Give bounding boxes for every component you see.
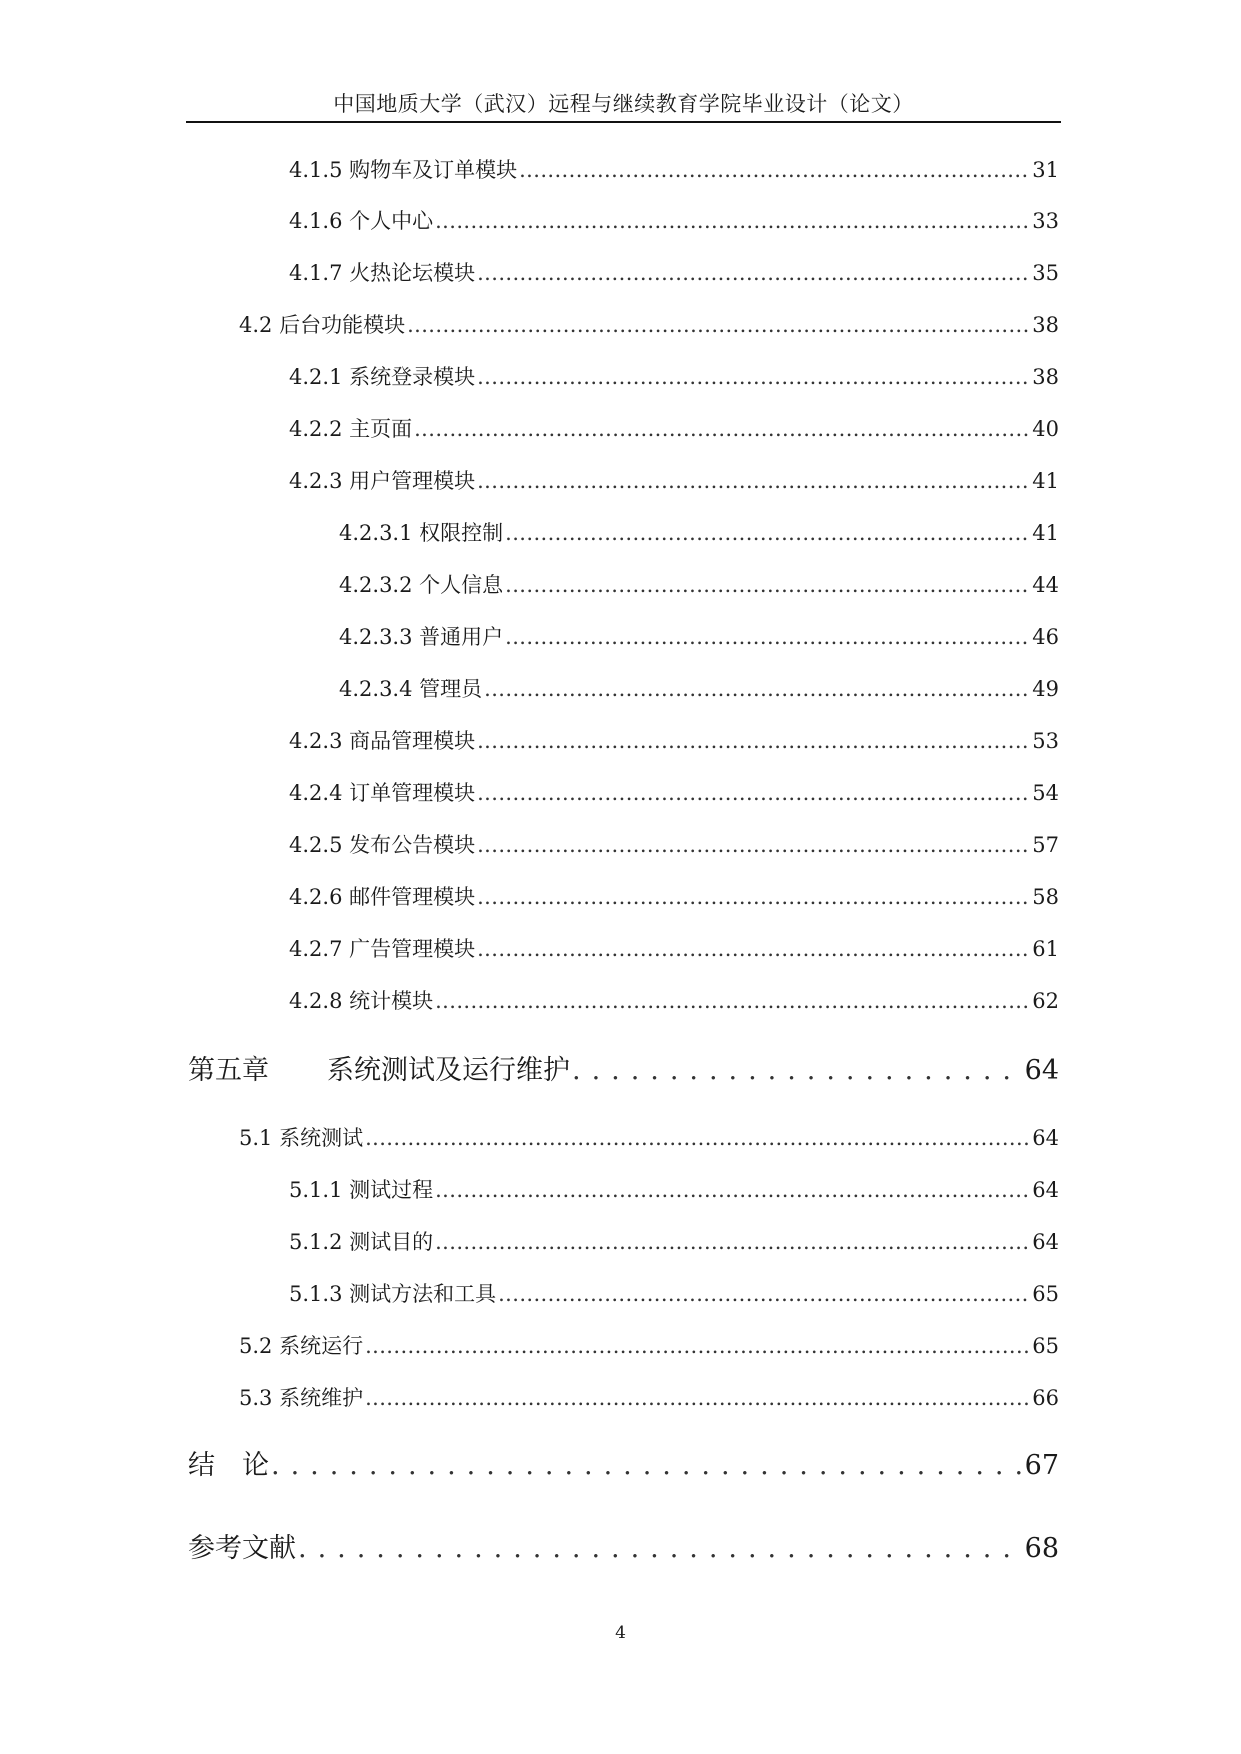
page-number: 4: [615, 1623, 626, 1643]
dot-leader: [519, 158, 1030, 182]
toc-entry[interactable]: [289, 465, 1059, 495]
toc-entry-label: 5.2 系统运行: [239, 1334, 364, 1358]
toc-entry[interactable]: [289, 257, 1059, 287]
toc-entry-label: 4.2.3.3 普通用户: [339, 625, 504, 649]
toc-entry-label: 4.2.3 用户管理模块: [289, 469, 476, 493]
toc-entry[interactable]: [289, 881, 1059, 911]
toc-entry-label: 4.2.2 主页面: [289, 417, 413, 441]
toc-entry-label: 4.1.5 购物车及订单模块: [289, 158, 518, 182]
toc-chapter-entry[interactable]: [188, 1048, 1059, 1087]
toc-entry-label: 4.2.8 统计模块: [289, 989, 434, 1013]
dot-leader: [477, 781, 1030, 805]
toc-entry[interactable]: [289, 1278, 1059, 1308]
dot-leader: [505, 573, 1030, 597]
toc-chapter-entry[interactable]: [188, 1526, 1059, 1565]
header-rule: [186, 121, 1061, 123]
toc-entry[interactable]: [239, 1382, 1059, 1412]
toc-entry[interactable]: [289, 205, 1059, 235]
toc-entry-page: 41: [1032, 469, 1059, 493]
toc-entry-page: 64: [1024, 1055, 1059, 1086]
toc-entry-page: 40: [1032, 417, 1059, 441]
toc-entry-label: 参考文献: [188, 1533, 296, 1564]
toc-entry-label: 4.2.3.4 管理员: [339, 677, 483, 701]
toc-entry[interactable]: [339, 673, 1059, 703]
chapter-number: 第五章: [188, 1055, 269, 1086]
toc-entry-page: 66: [1032, 1386, 1059, 1410]
toc-entry-page: 49: [1032, 677, 1059, 701]
toc-entry-label: [188, 1048, 570, 1087]
dot-leader: [435, 209, 1030, 233]
toc-entry-page: 53: [1032, 729, 1059, 753]
toc-entry[interactable]: [289, 829, 1059, 859]
dot-leader: [505, 521, 1030, 545]
toc-entry-page: 35: [1032, 261, 1059, 285]
dot-leader: [477, 833, 1030, 857]
toc-entry-page: 65: [1032, 1282, 1059, 1306]
toc-entry-page: 46: [1032, 625, 1059, 649]
toc-entry-label: 4.2.7 广告管理模块: [289, 937, 476, 961]
dot-leader: [477, 469, 1030, 493]
toc-entry-page: 65: [1032, 1334, 1059, 1358]
toc-entry-label: 4.2.3.1 权限控制: [339, 521, 504, 545]
toc-entry-label: 5.1.1 测试过程: [289, 1178, 434, 1202]
toc-entry[interactable]: [239, 1122, 1059, 1152]
dot-leader: [484, 677, 1030, 701]
chapter-title: 系统测试及运行维护: [327, 1055, 570, 1086]
toc-entry[interactable]: [289, 1226, 1059, 1256]
toc-entry[interactable]: [289, 1174, 1059, 1204]
toc-entry[interactable]: [239, 1330, 1059, 1360]
toc-entry-label: 4.2.3 商品管理模块: [289, 729, 476, 753]
toc-entry-label: 4.2.5 发布公告模块: [289, 833, 476, 857]
toc-entry-page: 41: [1032, 521, 1059, 545]
toc-entry-page: 64: [1032, 1230, 1059, 1254]
dot-leader: [435, 989, 1030, 1013]
toc-entry-page: 54: [1032, 781, 1059, 805]
toc-entry-page: 31: [1032, 158, 1059, 182]
toc-entry[interactable]: [289, 154, 1059, 184]
toc-entry-label: 4.2.3.2 个人信息: [339, 573, 504, 597]
toc-entry-page: 38: [1032, 313, 1059, 337]
toc-entry[interactable]: [289, 985, 1059, 1015]
toc-entry[interactable]: [339, 517, 1059, 547]
dot-leader: [435, 1178, 1030, 1202]
toc-entry-label: 4.2.6 邮件管理模块: [289, 885, 476, 909]
toc-entry-page: 67: [1024, 1450, 1059, 1481]
dot-leader: [298, 1533, 1023, 1564]
toc-entry[interactable]: [339, 569, 1059, 599]
toc-entry-page: 68: [1024, 1533, 1059, 1564]
dot-leader: [365, 1334, 1030, 1358]
dot-leader: [505, 625, 1030, 649]
toc-chapter-entry[interactable]: [188, 1443, 1059, 1482]
toc-entry[interactable]: [289, 725, 1059, 755]
toc-entry-page: 33: [1032, 209, 1059, 233]
toc-entry-page: 57: [1032, 833, 1059, 857]
dot-leader: [477, 261, 1030, 285]
dot-leader: [498, 1282, 1030, 1306]
toc-entry-label: 5.3 系统维护: [239, 1386, 364, 1410]
dot-leader: [477, 729, 1030, 753]
dot-leader: [414, 417, 1030, 441]
toc-entry-label: 5.1.3 测试方法和工具: [289, 1282, 497, 1306]
dot-leader: [572, 1055, 1023, 1086]
toc-entry-label: 5.1 系统测试: [239, 1126, 364, 1150]
toc-entry[interactable]: [289, 413, 1059, 443]
dot-leader: [365, 1386, 1030, 1410]
toc-entry-page: 38: [1032, 365, 1059, 389]
dot-leader: [407, 313, 1030, 337]
toc-entry-page: 64: [1032, 1178, 1059, 1202]
toc-entry[interactable]: [239, 309, 1059, 339]
toc-entry-page: 61: [1032, 937, 1059, 961]
toc-entry[interactable]: [289, 361, 1059, 391]
dot-leader: [365, 1126, 1030, 1150]
toc-entry-page: 62: [1032, 989, 1059, 1013]
toc-entry-label: 4.1.6 个人中心: [289, 209, 434, 233]
toc-entry-label: 4.2.1 系统登录模块: [289, 365, 476, 389]
dot-leader: [477, 937, 1030, 961]
toc-entry[interactable]: [339, 621, 1059, 651]
toc-entry-page: 64: [1032, 1126, 1059, 1150]
toc-entry-label: 4.2.4 订单管理模块: [289, 781, 476, 805]
running-header: 中国地质大学（武汉）远程与继续教育学院毕业设计（论文）: [333, 92, 914, 116]
toc-entry-label: 4.1.7 火热论坛模块: [289, 261, 476, 285]
toc-entry-page: 58: [1032, 885, 1059, 909]
dot-leader: [477, 885, 1030, 909]
toc-entry[interactable]: [289, 777, 1059, 807]
toc-entry-label: 5.1.2 测试目的: [289, 1230, 434, 1254]
toc-entry-label: 结 论: [188, 1450, 269, 1481]
toc-entry-page: 44: [1032, 573, 1059, 597]
toc-entry-label: 4.2 后台功能模块: [239, 313, 406, 337]
dot-leader: [477, 365, 1030, 389]
toc-entry[interactable]: [289, 933, 1059, 963]
dot-leader: [271, 1450, 1023, 1481]
dot-leader: [435, 1230, 1030, 1254]
